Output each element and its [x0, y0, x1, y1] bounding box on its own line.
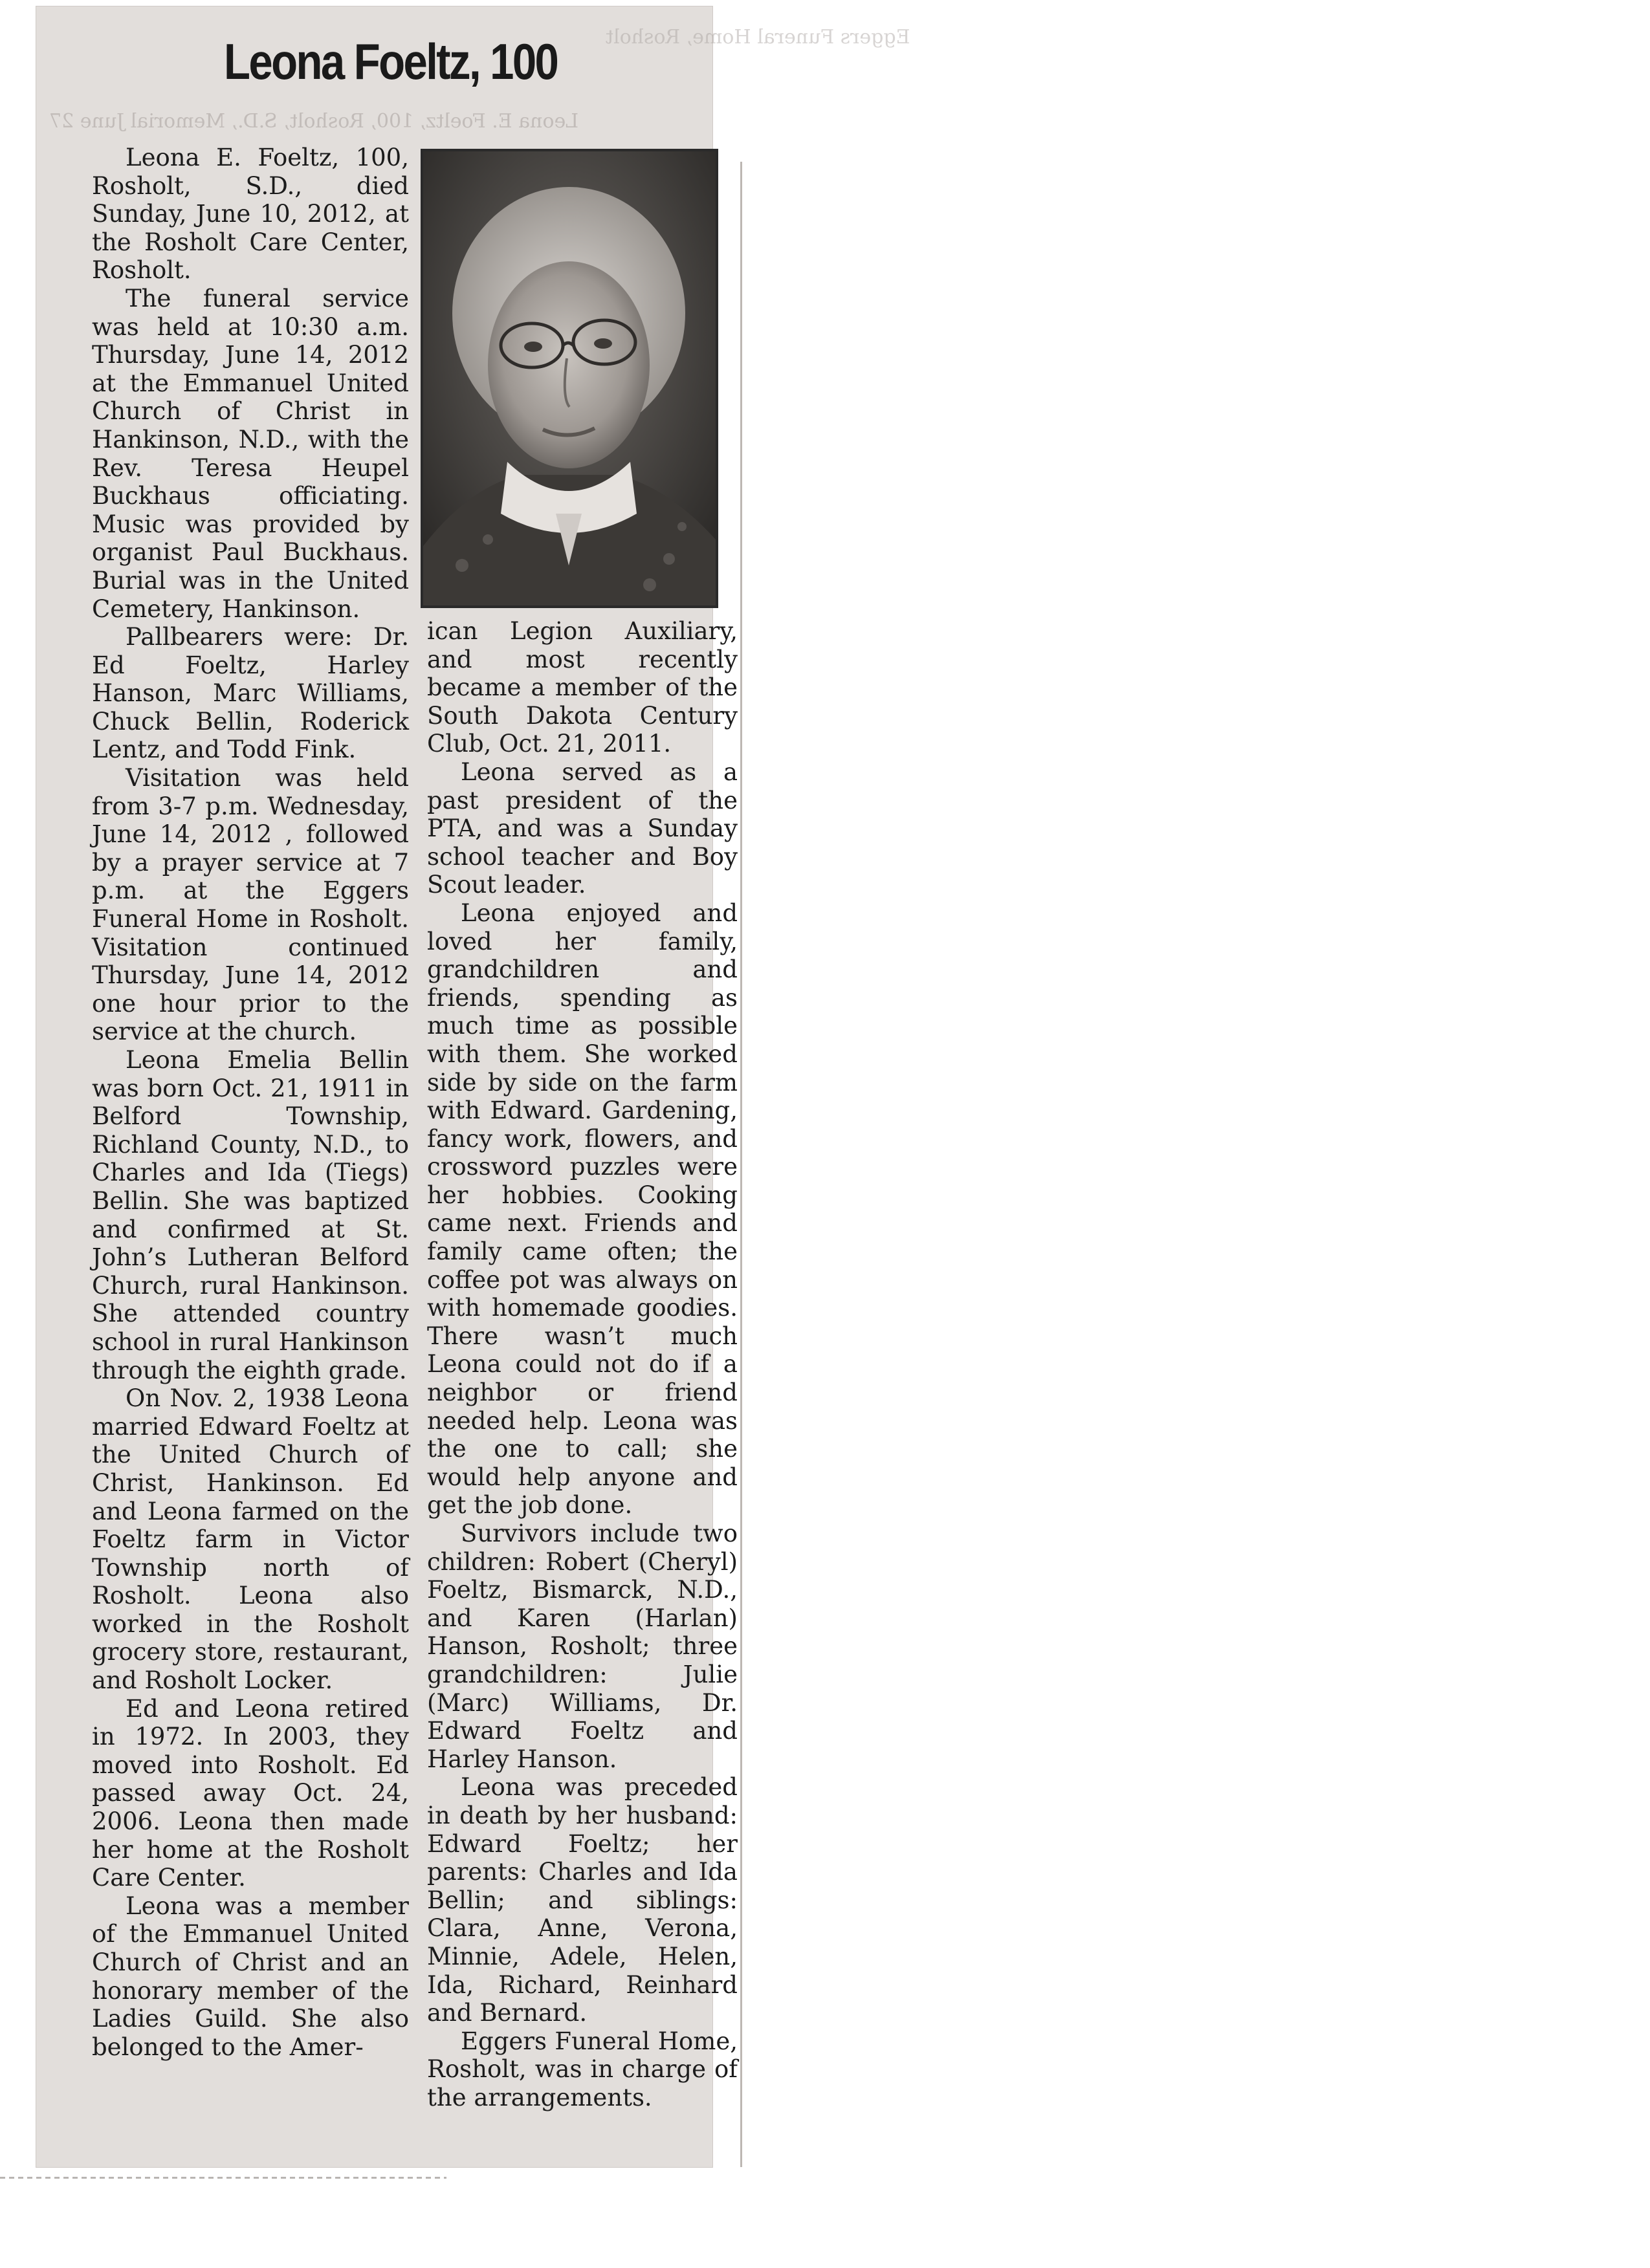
paragraph: Leona enjoyed and loved her family, grandchildren and friends, spending as much time as possible with them. She worked side by side on the farm with Edward. Gardening, fancy work, flowers, and crossword puzzles were her hobbies. Cooking came next. Friends and family came often; the coffee pot was always on with homemade goodies. There wasn’t much Leona could not do if a neighbor or friend needed help. Leona was the one to call; she would help anyone and get the job done.	[427, 899, 738, 1520]
bleed-through-text: Eggers Funeral Home, Rosholt	[606, 26, 910, 49]
portrait-photo	[421, 149, 718, 608]
paragraph: Leona E. Foeltz, 100, Rosholt, S.D., died Sunday, June 10, 2012, at the Rosholt Care Center, Rosholt.	[92, 144, 409, 285]
paragraph: Survivors include two children: Robert (Cheryl) Foeltz, Bismarck, N.D., and Karen (Harlan) Hanson, Rosholt; three grandchildren: Julie (Marc) Williams, Dr. Edward Foeltz and Harley Hanson.	[427, 1520, 738, 1773]
portrait-image	[423, 151, 716, 605]
paragraph: Leona was a member of the Emmanuel United Church of Christ and an honorary member of the Ladies Guild. She also belonged to the Amer-	[92, 1892, 409, 2061]
bleed-through-text: Leona E. Foeltz, 100, Rosholt, S.D., Memorial June 27	[49, 110, 579, 133]
paragraph: Visitation was held from 3-7 p.m. Wednesday, June 14, 2012 , followed by a prayer service at 7 p.m. at the Eggers Funeral Home in Rosholt. Visitation continued Thursday, June 14, 2012 one hour prior to the service at the church.	[92, 764, 409, 1046]
obituary-column-right	[427, 617, 738, 2111]
paragraph: Leona was preceded in death by her husband: Edward Foeltz; her parents: Charles and Ida Bellin; and siblings: Clara, Anne, Verona, Minnie, Adele, Helen, Ida, Richard, Reinhard and Bernard.	[427, 1773, 738, 2027]
column-edge-rule	[740, 162, 742, 2167]
paragraph: Eggers Funeral Home, Rosholt, was in charge of the arrangements.	[427, 2027, 738, 2111]
paragraph: Leona served as a past president of the PTA, and was a Sunday school teacher and Boy Scout leader.	[427, 758, 738, 899]
paragraph: ican Legion Auxiliary, and most recently became a member of the South Dakota Century Club, Oct. 21, 2011.	[427, 617, 738, 758]
newspaper-clipping	[36, 6, 910, 2167]
obituary-column-left	[92, 144, 409, 2061]
scan-edge-line	[0, 2177, 446, 2179]
paragraph: The funeral service was held at 10:30 a.m. Thursday, June 14, 2012 at the Emmanuel United Church of Christ in Hankinson, N.D., with the Rev. Teresa Heupel Buckhaus officiating. Music was provided by organist Paul Buckhaus. Burial was in the United Cemetery, Hankinson.	[92, 284, 409, 623]
paragraph: On Nov. 2, 1938 Leona married Edward Foeltz at the United Church of Christ, Hankinson. Ed and Leona farmed on the Foeltz farm in Victor Township north of Rosholt. Leona also worked in the Rosholt grocery store, restaurant, and Rosholt Locker.	[92, 1384, 409, 1695]
obituary-headline: Leona Foeltz, 100	[224, 33, 558, 90]
paragraph: Pallbearers were: Dr. Ed Foeltz, Harley Hanson, Marc Williams, Chuck Bellin, Roderick Lentz, and Todd Fink.	[92, 623, 409, 764]
paragraph: Leona Emelia Bellin was born Oct. 21, 1911 in Belford Township, Richland County, N.D., to Charles and Ida (Tiegs) Bellin. She was baptized and confirmed at St. John’s Lutheran Belford Church, rural Hankinson. She attended country school in rural Hankinson through the eighth grade.	[92, 1046, 409, 1384]
paragraph: Ed and Leona retired in 1972. In 2003, they moved into Rosholt. Ed passed away Oct. 24, 2006. Leona then made her home at the Rosholt Care Center.	[92, 1694, 409, 1892]
